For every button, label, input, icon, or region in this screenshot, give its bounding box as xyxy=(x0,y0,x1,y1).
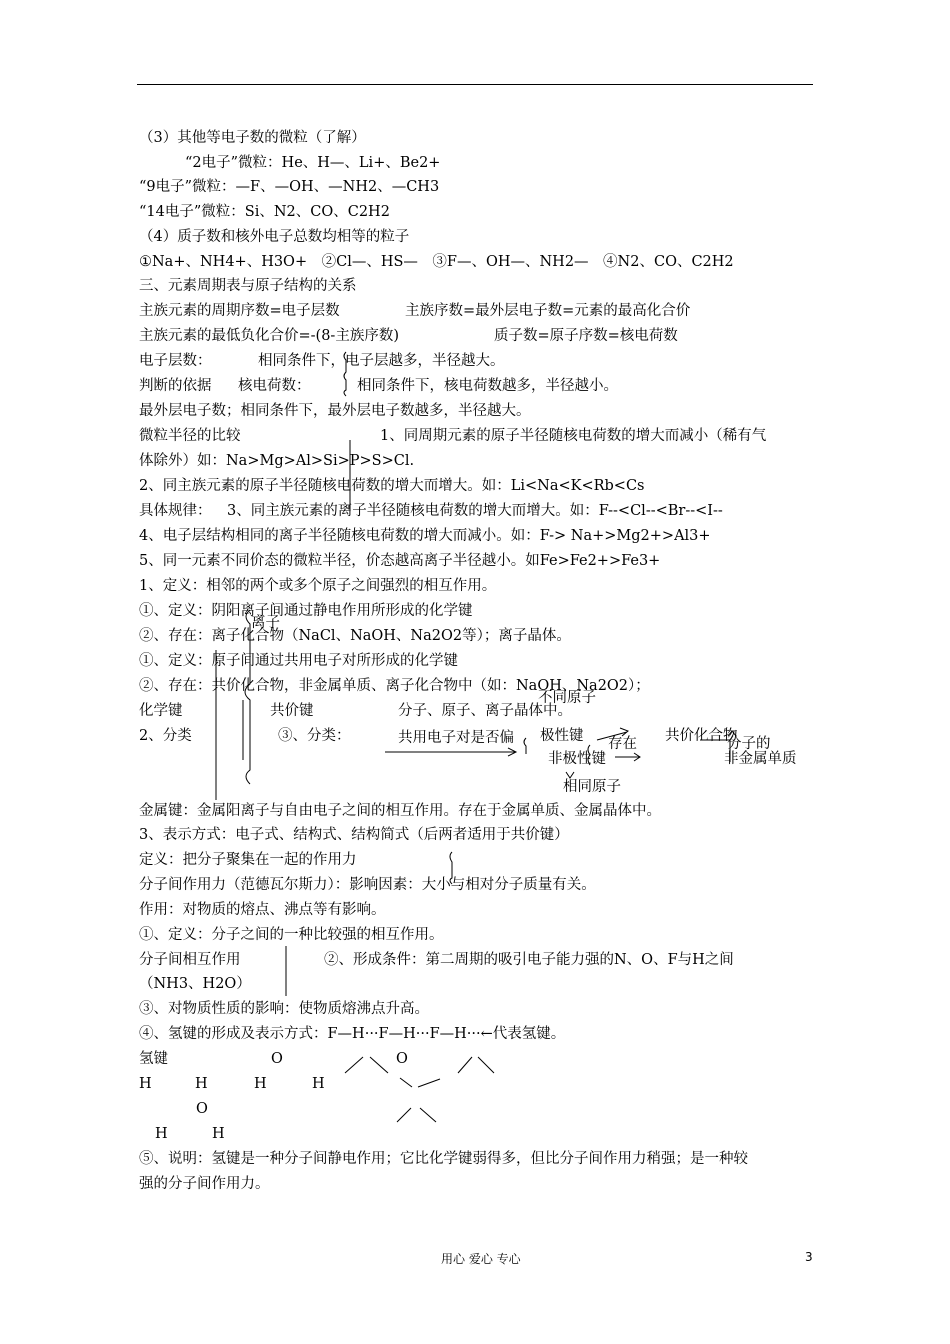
text-line: 4、电子层结构相同的离子半径随核电荷数的增大而减小。如：F-> Na+>Mg2+>Al3+ xyxy=(139,528,711,544)
text-line: 主族元素的最低负化合价=-(8-主族序数) xyxy=(139,328,399,344)
text-line: ①、定义：原子间通过共用电子对所形成的化学键 xyxy=(139,653,458,669)
text-line: H xyxy=(312,1076,325,1092)
text-line: 微粒半径的比较 xyxy=(139,428,241,444)
footer-text: 用心 爱心 专心 xyxy=(441,1252,521,1266)
text-line: 分子间作用力（范德瓦尔斯力）：影响因素：大小与相对分子质量有关。 xyxy=(139,877,596,893)
text-line: 2、同主族元素的原子半径随核电荷数的增大而增大。如：Li<Na<K<Rb<Cs xyxy=(139,478,645,494)
text-line: H xyxy=(139,1076,152,1092)
text-line: （NH3、H2O） xyxy=(139,976,251,992)
text-line: “14电子”微粒：Si、N2、CO、C2H2 xyxy=(139,204,390,220)
text-line: ②、存在：共价化合物，非金属单质、离子化合物中（如：NaOH、Na2O2）； xyxy=(139,678,650,694)
text-line: 不同原子 xyxy=(538,690,596,706)
text-line: ②、形成条件：第二周期的吸引电子能力强的N、O、F与H之间 xyxy=(324,952,734,968)
text-line: 相同条件下，电子层越多，半径越大。 xyxy=(258,353,505,369)
text-line: 分子间相互作用 xyxy=(139,952,241,968)
text-line: 非极性键 xyxy=(548,751,606,767)
text-line: 极性键 xyxy=(540,728,584,744)
page-number: 3 xyxy=(805,1250,813,1264)
text-line: O xyxy=(271,1051,283,1067)
text-line: 共用电子对是否偏 xyxy=(398,730,514,746)
text-line: 1、定义：相邻的两个或多个原子之间强烈的相互作用。 xyxy=(139,578,497,594)
text-line: ③、对物质性质的影响：使物质熔沸点升高。 xyxy=(139,1001,429,1017)
text-line: ③、分类： xyxy=(278,728,351,744)
text-line: ①Na+、NH4+、H3O+ ②Cl—、HS— ③F—、OH—、NH2— ④N2、CO、C2H2 xyxy=(139,254,734,270)
text-line: 相同条件下，核电荷数越多，半径越小。 xyxy=(357,378,618,394)
text-line: ①、定义：阴阳离子间通过静电作用所形成的化学键 xyxy=(139,603,473,619)
text-line: “2电子”微粒：He、H—、Li+、Be2+ xyxy=(185,155,441,171)
text-line: 3、同主族元素的离子半径随核电荷数的增大而增大。如：F--<Cl--<Br--<I-- xyxy=(227,503,723,519)
text-line: 2、分类 xyxy=(139,728,192,744)
text-line: 最外层电子数；相同条件下，最外层电子数越多，半径越大。 xyxy=(139,403,531,419)
text-line: ⑤、说明：氢键是一种分子间静电作用；它比化学键弱得多，但比分子间作用力稍强；是一种较 xyxy=(139,1151,748,1167)
text-line: ①、定义：分子之间的一种比较强的相互作用。 xyxy=(139,927,444,943)
text-line: H xyxy=(195,1076,208,1092)
text-line: H xyxy=(212,1126,225,1142)
text-line: 体除外）如：Na>Mg>Al>Si>P>S>Cl. xyxy=(139,453,415,469)
text-line: （4）质子数和核外电子总数均相等的粒子 xyxy=(139,229,410,245)
text-line: 三、元素周期表与原子结构的关系 xyxy=(139,278,357,294)
text-line: 质子数=原子序数=核电荷数 xyxy=(494,328,678,344)
text-line: 氢键 xyxy=(139,1051,168,1067)
text-line: H xyxy=(254,1076,267,1092)
text-line: 非金属单质 xyxy=(724,751,797,767)
text-line: O xyxy=(396,1051,408,1067)
text-line: 共价键 xyxy=(270,703,314,719)
text-line: 分子、原子、离子晶体中。 xyxy=(398,703,572,719)
text-line: 离子 xyxy=(251,615,280,631)
text-line: 共价化合物 xyxy=(665,728,738,744)
text-line: 具体规律： xyxy=(139,503,212,519)
text-line: 1、同周期元素的原子半径随核电荷数的增大而减小（稀有气 xyxy=(380,428,767,444)
text-line: 5、同一元素不同价态的微粒半径，价态越高离子半径越小。如Fe>Fe2+>Fe3+ xyxy=(139,553,661,569)
text-line: 强的分子间作用力。 xyxy=(139,1176,270,1192)
text-line: 相同原子 xyxy=(563,779,621,795)
text-line: “9电子”微粒：—F、—OH、—NH2、—CH3 xyxy=(139,179,440,195)
text-line: 3、表示方式：电子式、结构式、结构简式（后两者适用于共价键） xyxy=(139,827,569,843)
text-line: 电子层数： xyxy=(139,353,212,369)
text-line: 分子的 xyxy=(727,736,771,752)
text-line: 存在 xyxy=(608,736,637,752)
text-line: ②、存在：离子化合物（NaCl、NaOH、Na2O2等）；离子晶体。 xyxy=(139,628,571,644)
text-line: 主族序数=最外层电子数=元素的最高化合价 xyxy=(405,303,691,319)
text-line: （3）其他等电子数的微粒（了解） xyxy=(139,130,366,146)
text-line: ④、氢键的形成及表示方式：F—H···F—H···F—H···←代表氢键。 xyxy=(139,1026,566,1042)
text-line: H xyxy=(155,1126,168,1142)
text-line: 定义：把分子聚集在一起的作用力 xyxy=(139,852,357,868)
text-line: 金属键：金属阳离子与自由电子之间的相互作用。存在于金属单质、金属晶体中。 xyxy=(139,803,661,819)
text-line: 判断的依据 xyxy=(139,378,212,394)
text-line: 主族元素的周期序数=电子层数 xyxy=(139,303,340,319)
text-line: O xyxy=(196,1101,208,1117)
text-line: 化学键 xyxy=(139,703,183,719)
text-line: 作用：对物质的熔点、沸点等有影响。 xyxy=(139,902,386,918)
text-line: 核电荷数： xyxy=(238,378,311,394)
